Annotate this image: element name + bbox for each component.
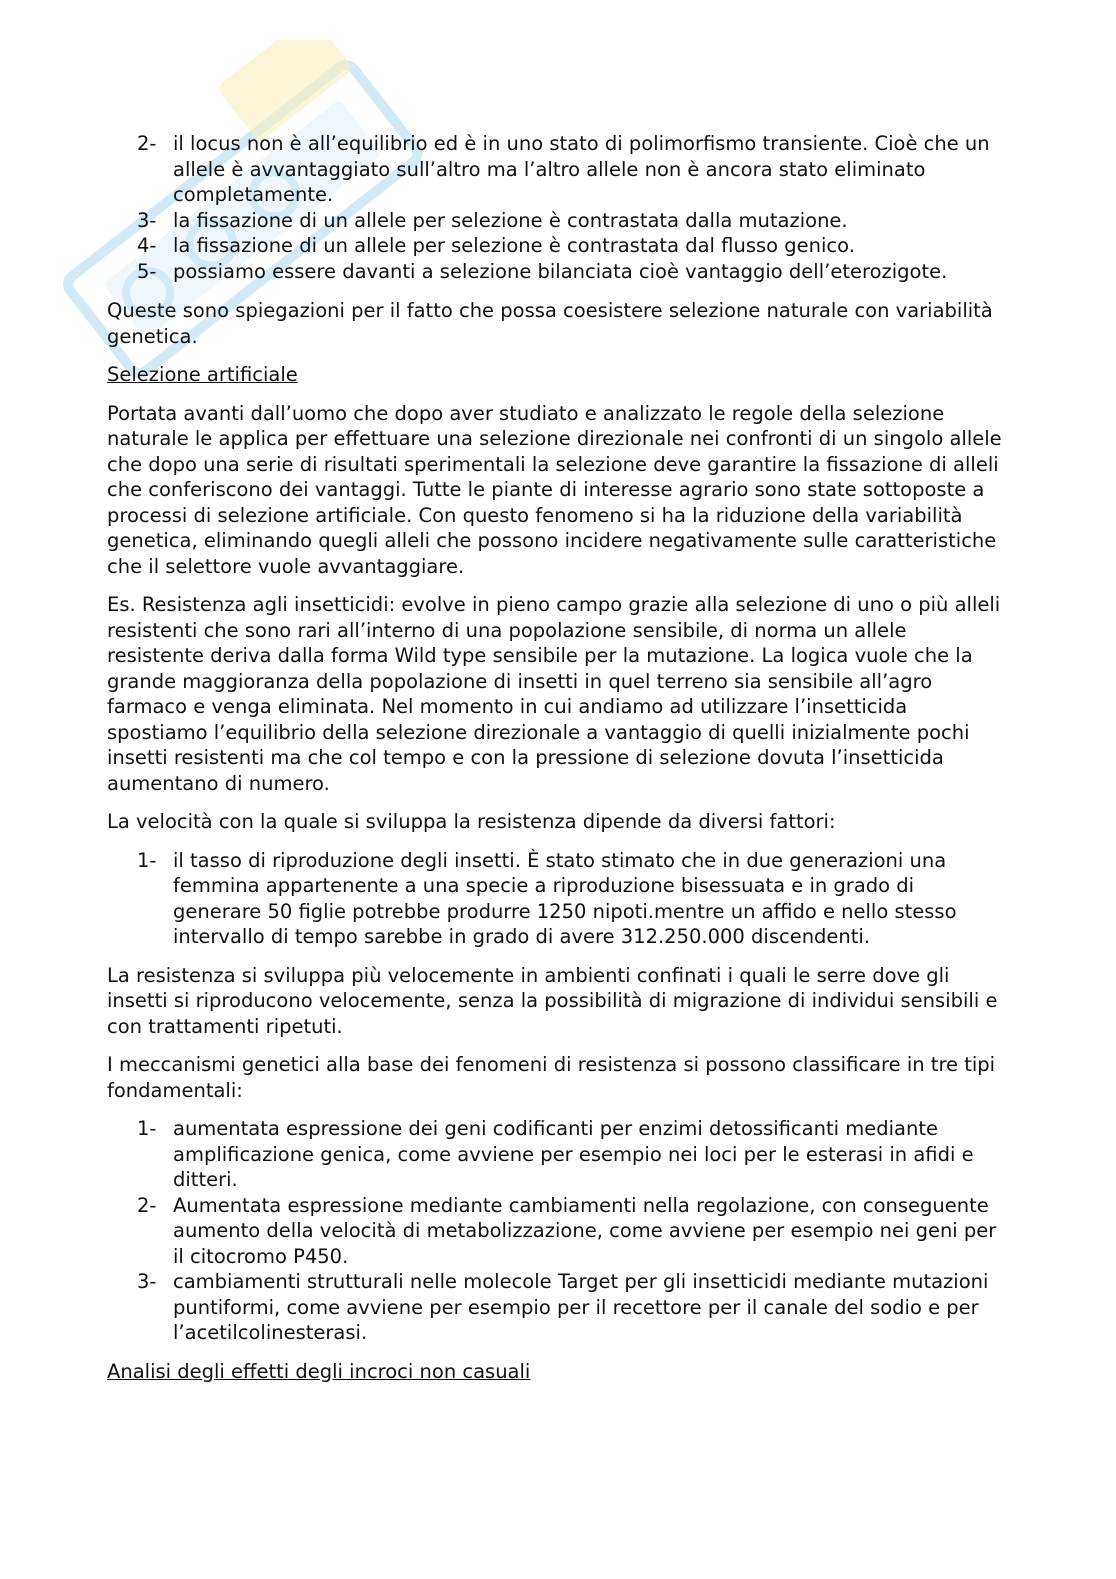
heading-selezione-artificiale: Selezione artificiale [107, 363, 298, 386]
list-item [107, 848, 1007, 950]
list-mechanisms [107, 1116, 1007, 1346]
paragraph-artificial-selection: Portata avanti dall’uomo che dopo aver studiato e analizzato le regole della selezione naturale le applica per effettuare una selezione direzionale nei confronti di un singolo allele che dopo una serie di risultati sperimentali la selezione deve garantire la fissazione di alleli che conferiscono dei vantaggi. Tutte le piante di interesse agrario sono state sottoposte a processi di selezione artificiale. Con questo fenomeno si ha la riduzione della variabilità genetica, eliminando quegli alleli che possono incidere negativamente sulle caratteristiche che il selettore vuole avvantaggiare. [107, 401, 1002, 578]
list-item [107, 208, 1007, 234]
list-causes [107, 131, 1007, 284]
list-item [107, 1193, 1007, 1270]
list-item [107, 233, 1007, 259]
list-number: 3- [137, 208, 157, 232]
paragraph-genetic-mechanisms: I meccanismi genetici alla base dei fenomeni di resistenza si possono classificare in tre tipi fondamentali: [107, 1053, 996, 1102]
list-text: cambiamenti strutturali nelle molecole Target per gli insetticidi mediante mutazioni puntiformi, come avviene per esempio per il recettore per il canale del sodio e per l’acetilcolinesterasi. [173, 1270, 989, 1344]
list-item [107, 131, 1007, 208]
list-text: la fissazione di un allele per selezione è contrastata dalla mutazione. [173, 208, 848, 232]
list-item [107, 1269, 1007, 1346]
list-text: il tasso di riproduzione degli insetti. È stato stimato che in due generazioni una femmina appartenente a una specie a riproduzione bisessuata e in grado di generare 50 figlie potrebbe produrre 1250 nipoti.mentre un affido e nello stesso intervallo di tempo sarebbe in grado di avere 312.250.000 discendenti. [173, 848, 957, 948]
list-item [107, 1116, 1007, 1193]
heading-analisi-incroci: Analisi degli effetti degli incroci non casuali [107, 1359, 531, 1383]
list-factors [107, 848, 1007, 950]
list-text: possiamo essere davanti a selezione bilanciata cioè vantaggio dell’eterozigote. [173, 259, 948, 283]
list-text: aumentata espressione dei geni codificanti per enzimi detossificanti mediante amplificazione genica, come avviene per esempio nei loci per le esterasi in afidi e ditteri. [173, 1117, 974, 1191]
paragraph-resistance-speed: La velocità con la quale si sviluppa la resistenza dipende da diversi fattori: [107, 810, 836, 833]
list-number: 4- [137, 234, 157, 257]
paragraph-insecticide-example: Es. Resistenza agli insetticidi: evolve in pieno campo grazie alla selezione di uno o più alleli resistenti che sono rari all’interno di una popolazione sensibile, di norma un allele resistente deriva dalla forma Wild type sensibile per la mutazione. La logica vuole che la grande maggioranza della popolazione di insetti in quel terreno sia sensibile all’agro farmaco e venga eliminata. Nel momento in cui andiamo ad utilizzare l’insetticida spostiamo l’equilibrio della selezione direzionale a vantaggio di quelli inizialmente pochi insetti resistenti ma che col tempo e con la pressione di selezione dovuta l’insetticida aumentano di numero. [107, 593, 1001, 795]
document-page [107, 131, 1007, 1384]
list-text: Aumentata espressione mediante cambiamenti nella regolazione, con conseguente aumento della velocità di metabolizzazione, come avviene per esempio nei geni per il citocromo P450. [173, 1193, 997, 1268]
list-text: la fissazione di un allele per selezione è contrastata dal flusso genico. [173, 234, 855, 257]
list-number: 3- [137, 1270, 157, 1293]
paragraph-explanations: Queste sono spiegazioni per il fatto che possa coesistere selezione naturale con variabilità genetica. [107, 299, 993, 348]
list-number: 2- [137, 1193, 157, 1217]
list-text: il locus non è all’equilibrio ed è in uno stato di polimorfismo transiente. Cioè che un allele è avvantaggiato sull’altro ma l’altro allele non è ancora stato eliminato completamente. [173, 132, 990, 206]
list-number: 1- [137, 848, 157, 872]
paragraph-confined-environments: La resistenza si sviluppa più velocemente in ambienti confinati i quali le serre dove gli insetti si riproducono velocemente, senza la possibilità di migrazione di individui sensibili e con trattamenti ripetuti. [107, 963, 998, 1038]
list-number: 5- [137, 259, 157, 283]
list-item [107, 259, 1007, 285]
list-number: 2- [137, 132, 157, 155]
list-number: 1- [137, 1117, 157, 1140]
